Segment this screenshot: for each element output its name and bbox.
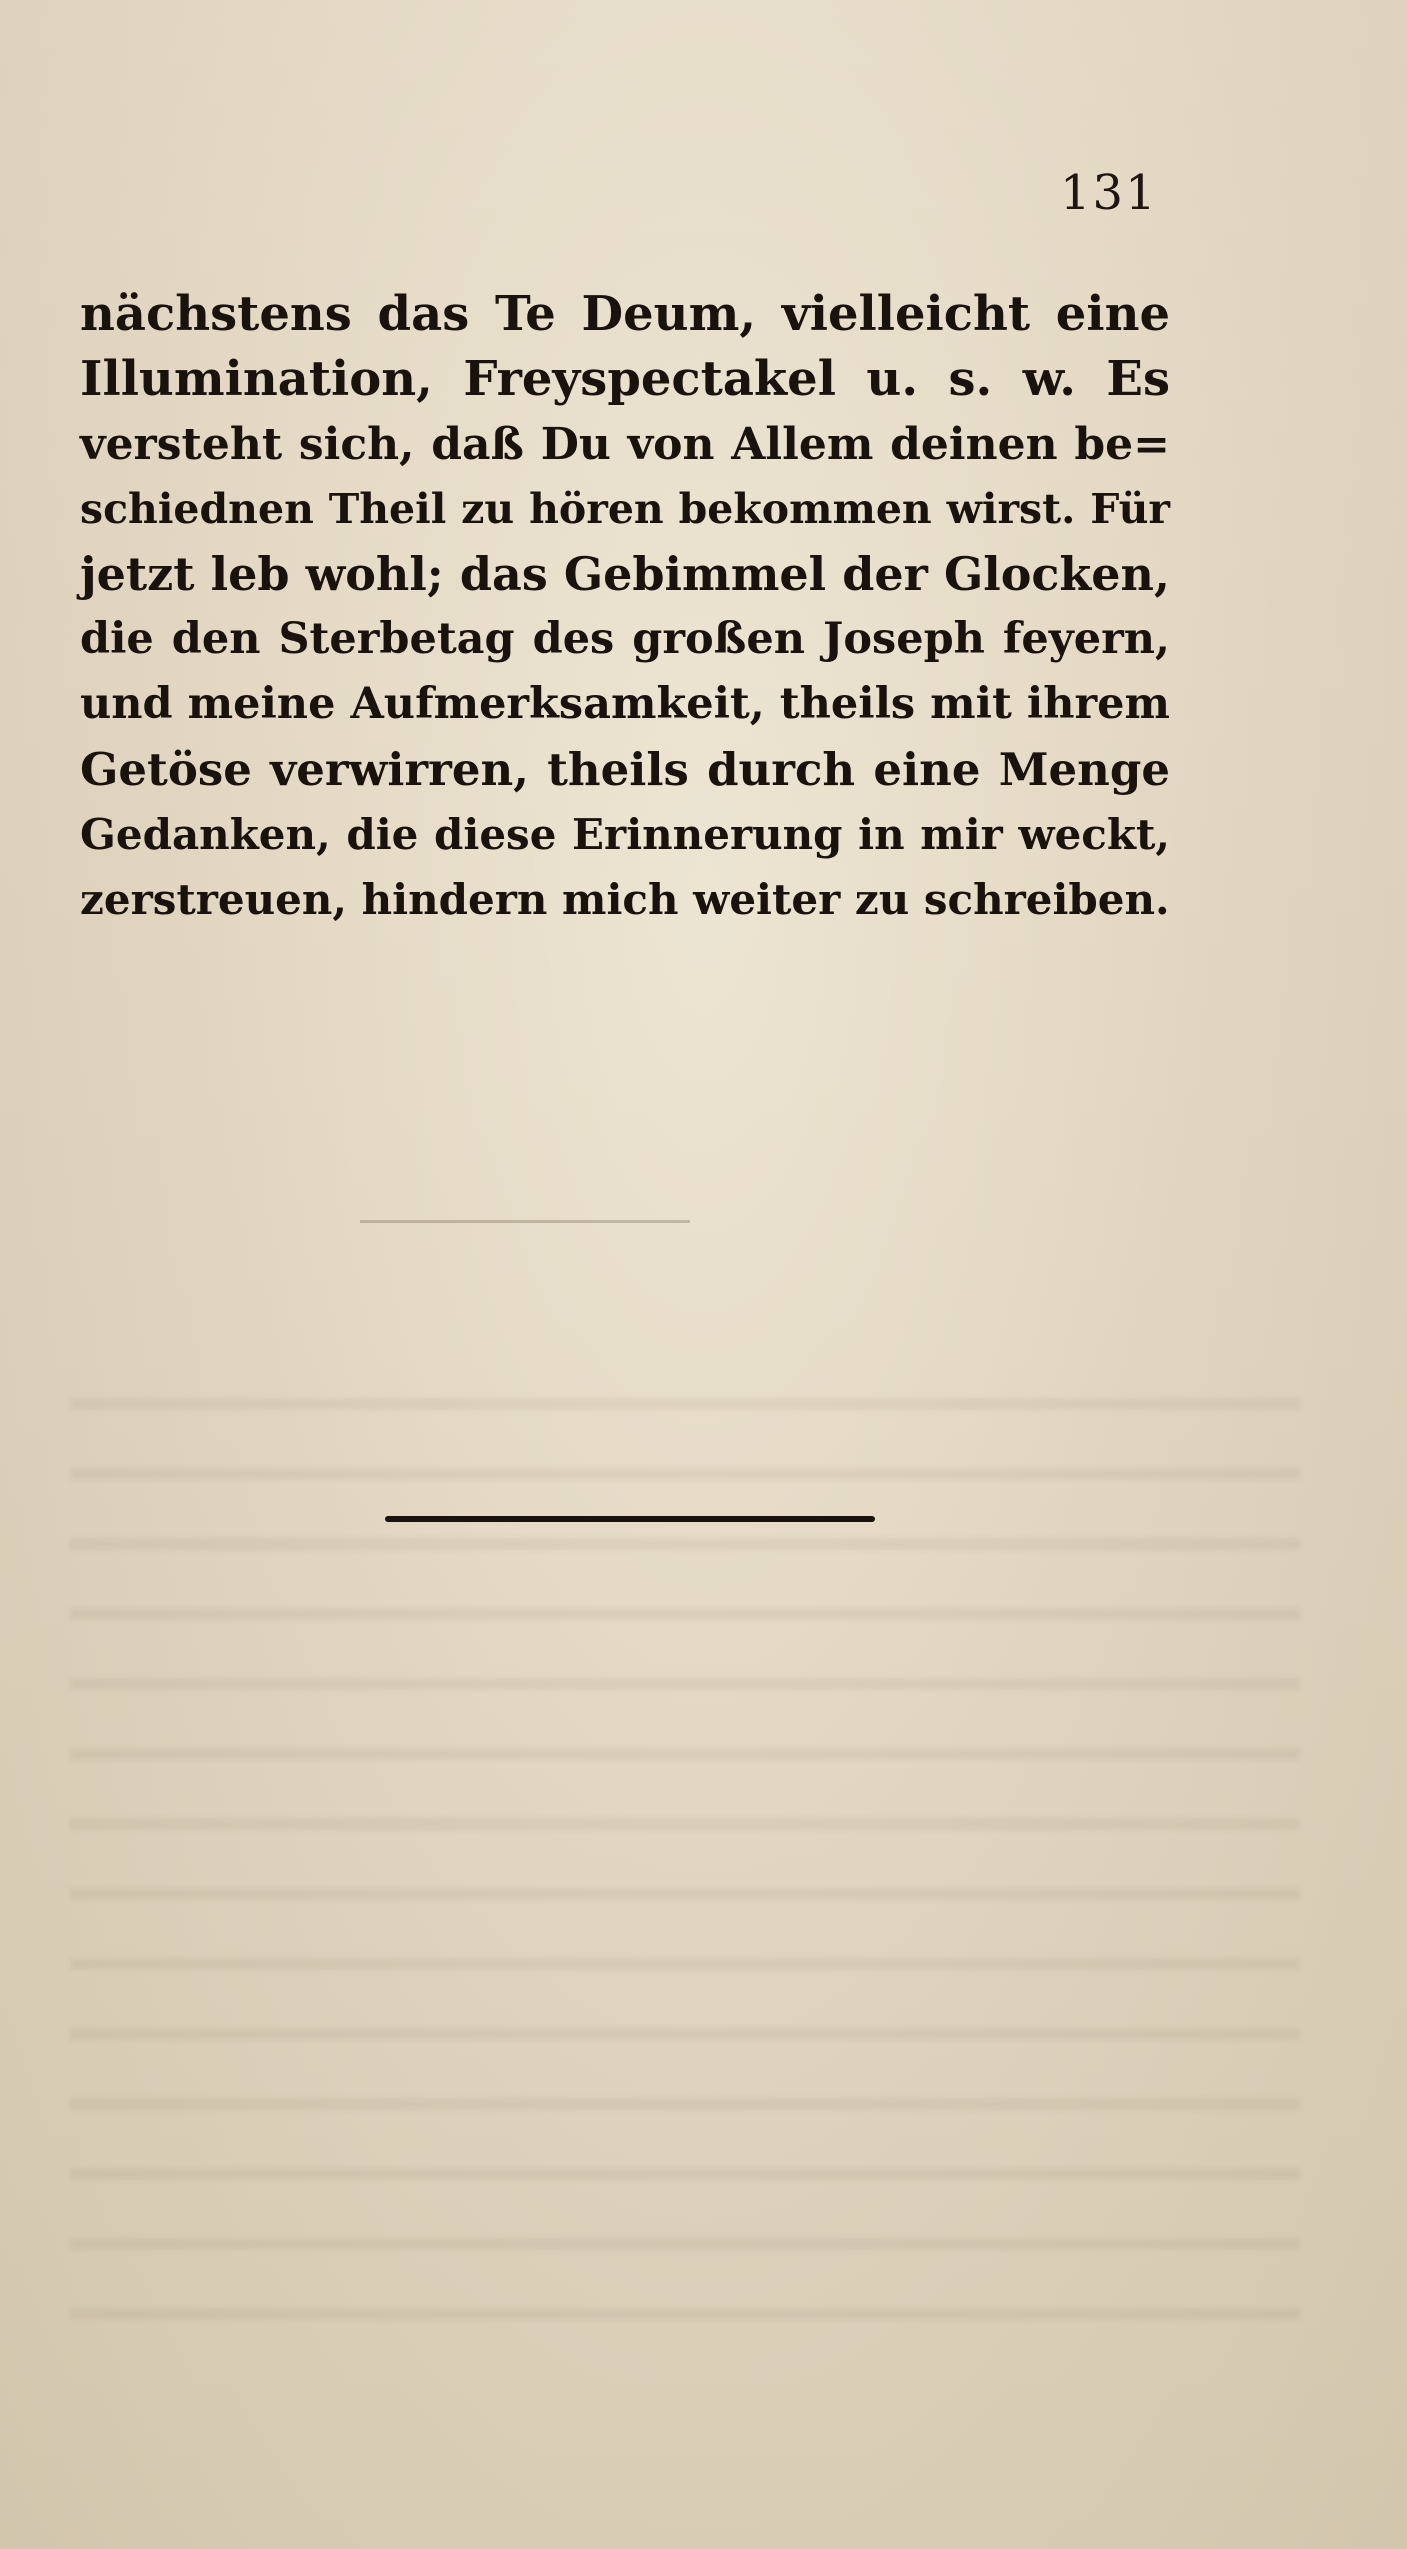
text-line: die den Sterbetag des großen Joseph feyern, (80, 614, 1170, 664)
text-line: nächstens das Te Deum, vielleicht eine (80, 286, 1170, 342)
reverse-side-show-through (70, 1360, 1300, 2360)
text-line: jetzt leb wohl; das Gebimmel der Glocken, (80, 547, 1170, 601)
text-line: Getöse verwirren, theils durch eine Menge (80, 743, 1170, 796)
text-line: Illumination, Freyspectakel u. s. w. Es (80, 351, 1170, 407)
section-divider-rule (385, 1516, 875, 1522)
text-line: versteht sich, daß Du von Allem deinen be= (80, 419, 1170, 470)
text-line: schiednen Theil zu hören bekommen wirst. Für (80, 485, 1170, 533)
body-text (80, 282, 1170, 932)
text-line: zerstreuen, hindern mich weiter zu schreiben. (80, 875, 1170, 924)
text-line: Gedanken, die diese Erinnerung in mir weckt, (80, 810, 1170, 859)
page-number: 131 (1060, 165, 1158, 221)
text-line: und meine Aufmerksamkeit, theils mit ihrem (80, 679, 1170, 729)
show-through-rule (360, 1220, 690, 1223)
